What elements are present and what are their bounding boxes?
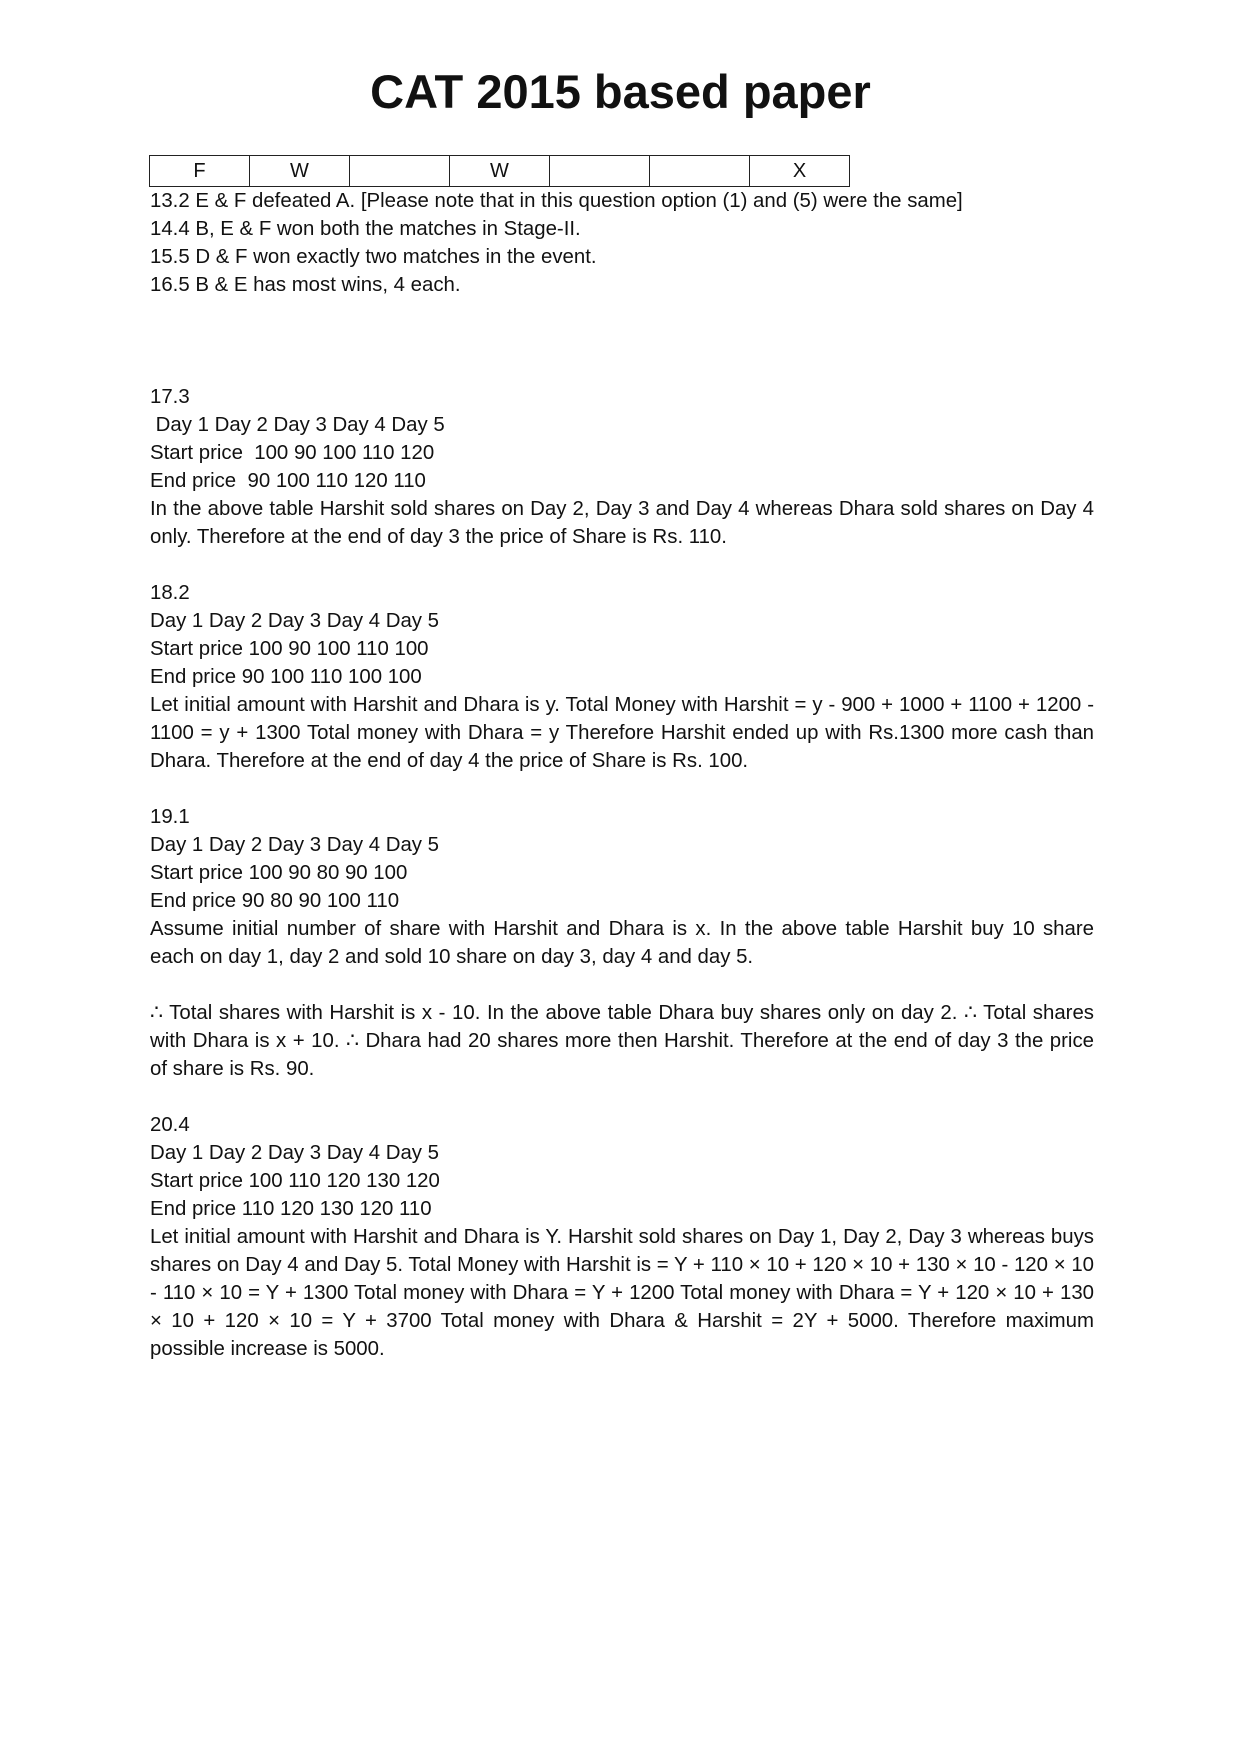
start-price-row: Start price 100 90 100 110 120 [150,442,435,464]
answer-18 [150,579,1094,775]
answer-19 [150,803,1094,1083]
answer-16: 16.5 B & E has most wins, 4 each. [150,274,461,296]
table-cell: W [250,156,350,187]
table-cell [650,156,750,187]
table-cell [350,156,450,187]
days-row: Day 1 Day 2 Day 3 Day 4 Day 5 [150,834,439,856]
answer-number: 19.1 [150,806,190,828]
table-row [150,156,850,187]
days-row: Day 1 Day 2 Day 3 Day 4 Day 5 [150,610,439,632]
end-price-row: End price 110 120 130 120 110 [150,1198,432,1220]
answer-14: 14.4 B, E & F won both the matches in Stage-II. [150,218,581,240]
explanation: Assume initial number of share with Harshit and Dhara is x. In the above table Harshit buy 10 share each on day 1, day 2 and sold 10 share on day 3, day 4 and day 5. [150,918,1094,968]
answer-number: 18.2 [150,582,190,604]
start-price-row: Start price 100 110 120 130 120 [150,1170,440,1192]
table-cell: W [450,156,550,187]
answer-13: 13.2 E & F defeated A. [Please note that in this question option (1) and (5) were the same] [150,190,963,212]
explanation: Let initial amount with Harshit and Dhara is y. Total Money with Harshit = y - 900 + 1000 + 1100 + 1200 - 1100 = y + 1300 Total money with Dhara = y Therefore Harshit ended up with Rs.1300 more cash than Dhara. Therefore at the end of day 4 the price of Share is Rs. 100. [150,694,1094,772]
answer-number: 20.4 [150,1114,190,1136]
result-table [149,155,850,187]
end-price-row: End price 90 100 110 120 110 [150,470,426,492]
answer-content [150,187,1094,1363]
answer-17 [150,383,1094,551]
end-price-row: End price 90 80 90 100 110 [150,890,400,912]
table-cell: X [750,156,850,187]
answer-15: 15.5 D & F won exactly two matches in the event. [150,246,597,268]
explanation-continued: ∴ Total shares with Harshit is x - 10. In the above table Dhara buy shares only on day 2. ∴ Total shares with Dhara is x + 10. ∴ Dhara had 20 shares more then Harshit. Therefore at the end of day 3 the price of share is Rs. 90. [150,1002,1094,1080]
explanation: In the above table Harshit sold shares on Day 2, Day 3 and Day 4 whereas Dhara sold shares on Day 4 only. Therefore at the end of day 3 the price of Share is Rs. 110. [150,498,1094,548]
end-price-row: End price 90 100 110 100 100 [150,666,422,688]
table-cell: F [150,156,250,187]
answer-number: 17.3 [150,386,190,408]
answer-20 [150,1111,1094,1363]
start-price-row: Start price 100 90 80 90 100 [150,862,408,884]
days-row: Day 1 Day 2 Day 3 Day 4 Day 5 [150,1142,439,1164]
explanation: Let initial amount with Harshit and Dhara is Y. Harshit sold shares on Day 1, Day 2, Day 3 whereas buys shares on Day 4 and Day 5. Total Money with Harshit is = Y + 110 × 10 + 120 × 10 + 130 × 10 - 120 × 10 - 110 × 10 = Y + 1300 Total money with Dhara = Y + 1200 Total money with Dhara = Y + 120 × 10 + 130 × 10 + 120 × 10 = Y + 3700 Total money with Dhara & Harshit = 2Y + 5000. Therefore maximum possible increase is 5000. [150,1226,1094,1360]
table-cell [550,156,650,187]
page-title: CAT 2015 based paper [370,65,871,118]
days-row: Day 1 Day 2 Day 3 Day 4 Day 5 [150,414,445,436]
start-price-row: Start price 100 90 100 110 100 [150,638,429,660]
